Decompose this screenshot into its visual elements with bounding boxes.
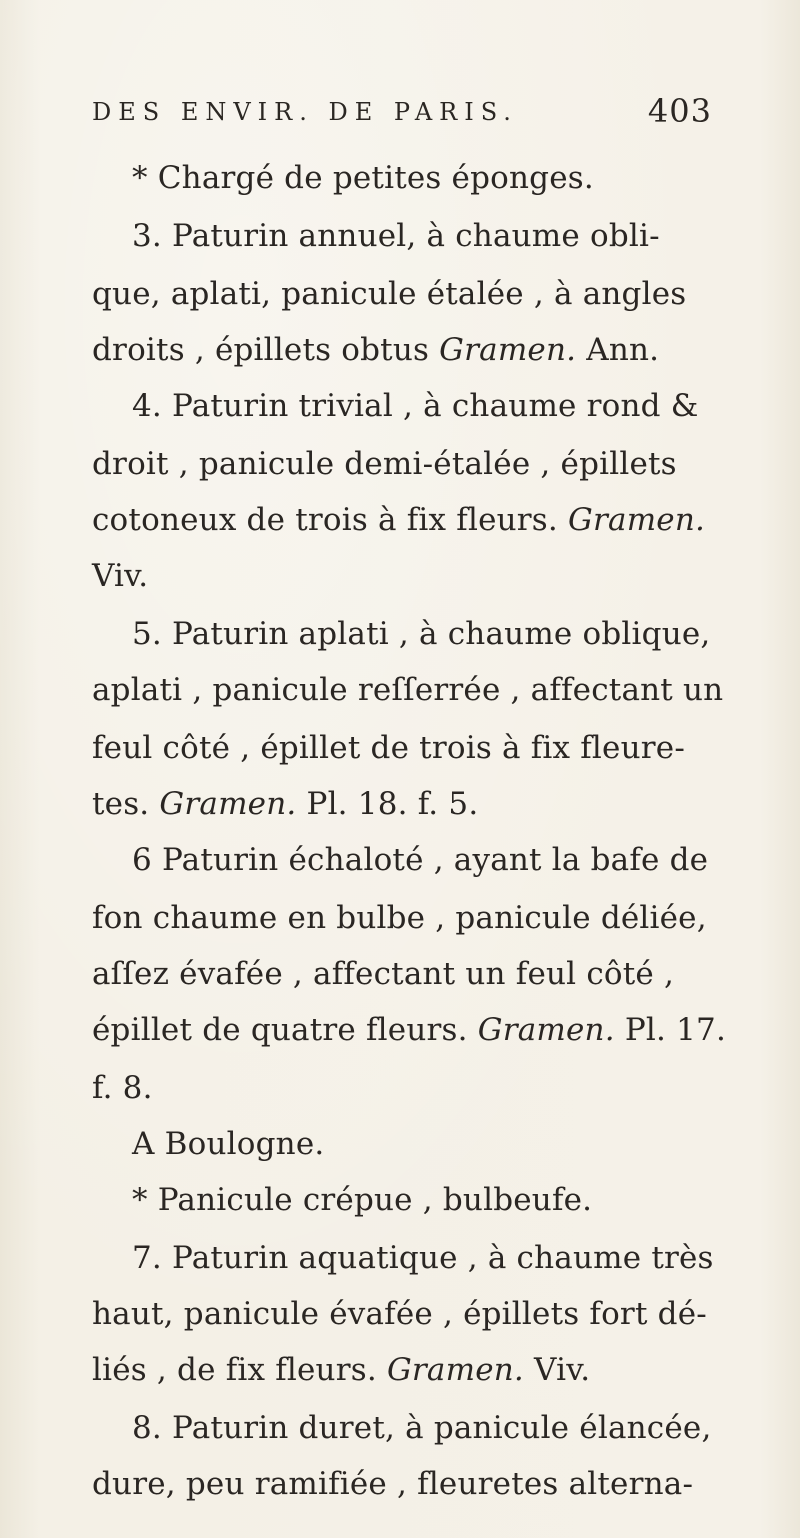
- text-line: 7. Paturin aquatique , à chaume très: [132, 1240, 714, 1276]
- text-line: tes. Gramen. Pl. 18. f. 5.: [92, 786, 479, 822]
- text-line: aſſez évafée , affectant un feul côté ,: [92, 956, 675, 992]
- text-line: feul côté , épillet de trois à fix fleure-: [92, 730, 685, 766]
- text-line: 4. Paturin trivial , à chaume rond &: [132, 388, 699, 424]
- text-line: que, aplati, panicule étalée , à angles: [92, 276, 687, 312]
- text-line: Viv.: [92, 558, 149, 594]
- text-line: fon chaume en bulbe , panicule déliée,: [92, 900, 707, 936]
- text-line: * Panicule crépue , bulbeufe.: [132, 1182, 593, 1218]
- text-line: f. 8.: [92, 1070, 153, 1106]
- text-line: droit , panicule demi-étalée , épillets: [92, 446, 677, 482]
- text-line: * Chargé de petites éponges.: [132, 160, 594, 196]
- page-number: 403: [647, 92, 712, 130]
- text-line: A Boulogne.: [132, 1126, 325, 1162]
- text-line: 3. Paturin annuel, à chaume obli-: [132, 218, 660, 254]
- text-line: droits , épillets obtus Gramen. Ann.: [92, 332, 660, 368]
- text-line: 6 Paturin échaloté , ayant la bafe de: [132, 842, 709, 878]
- text-line: liés , de fix fleurs. Gramen. Viv.: [92, 1352, 591, 1388]
- text-line: 8. Paturin duret, à panicule élancée,: [132, 1410, 712, 1446]
- text-line: cotoneux de trois à fix fleurs. Gramen.: [92, 502, 706, 538]
- running-title: DES ENVIR. DE PARIS.: [92, 98, 518, 126]
- text-line: aplati , panicule reſſerrée , affectant un: [92, 672, 724, 708]
- text-line: dure, peu ramifiée , fleuretes alterna-: [92, 1466, 694, 1502]
- text-line: 5. Paturin aplati , à chaume oblique,: [132, 616, 711, 652]
- text-line: épillet de quatre fleurs. Gramen. Pl. 17.: [92, 1012, 727, 1048]
- text-line: haut, panicule évafée , épillets fort dé-: [92, 1296, 707, 1332]
